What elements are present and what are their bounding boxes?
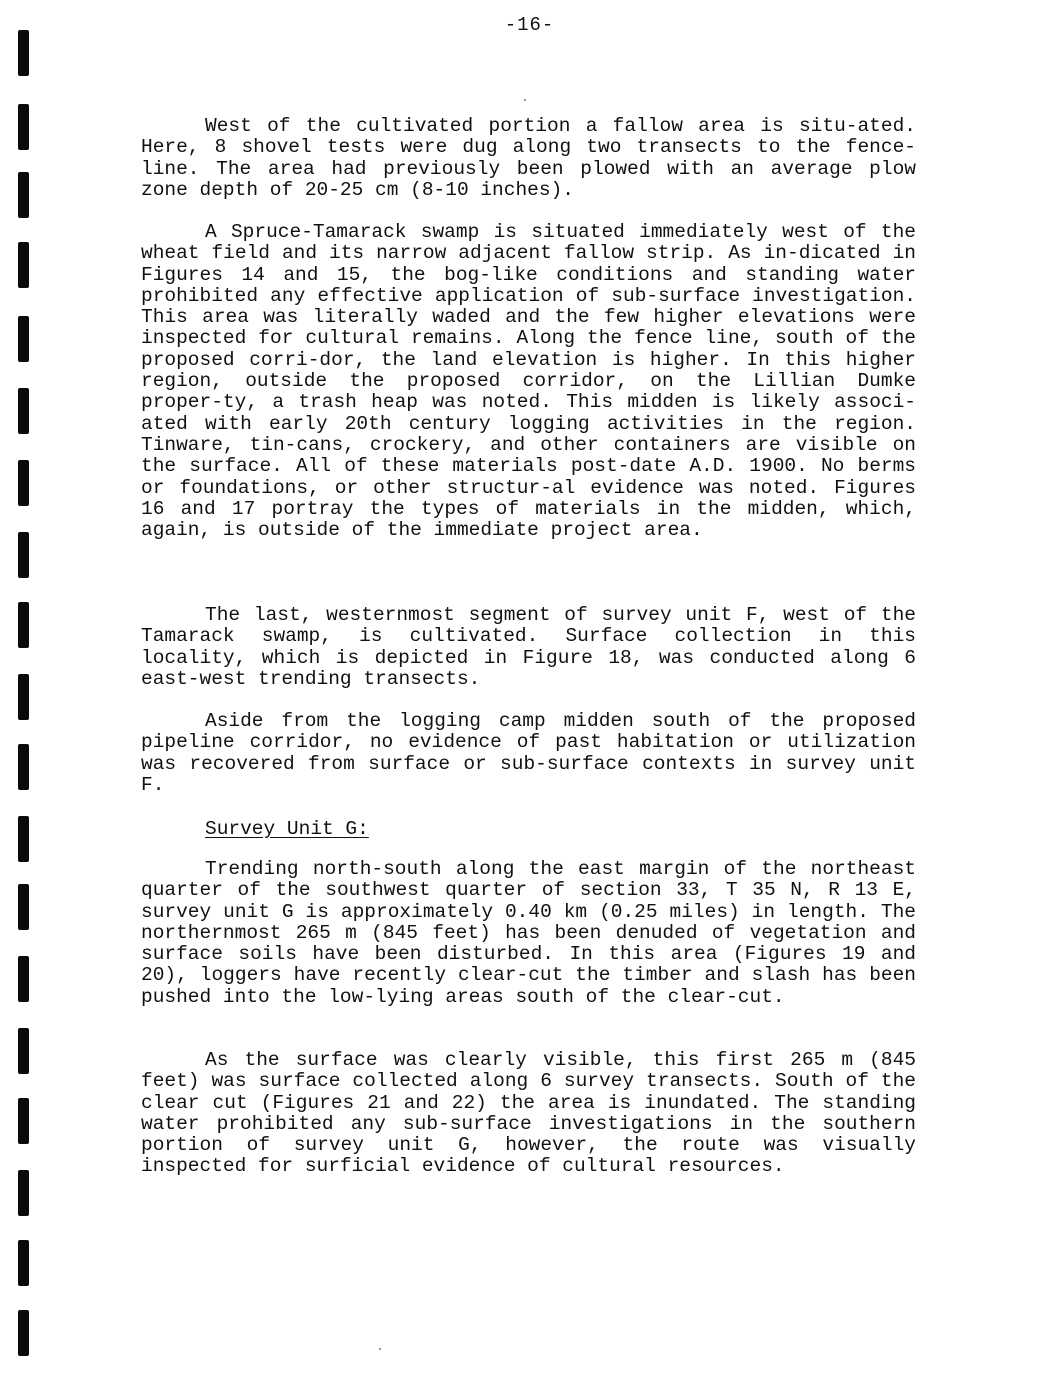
body-paragraph-block	[141, 605, 916, 690]
binding-mark	[18, 602, 29, 648]
paragraph-surface-collected: As the surface was clearly visible, this first 265 m (845 feet) was surface collected along 6 survey transects. South of the clear cut (Figures 21 and 22) the area is inundated. The standing water prohibited any sub-surface investigations in the southern portion of survey unit G, however, the route was visually inspected for surficial evidence of cultural resources.	[141, 1049, 916, 1178]
binding-mark	[18, 744, 29, 790]
binding-mark	[18, 30, 29, 76]
binding-mark	[18, 1240, 29, 1286]
binding-mark	[18, 172, 29, 218]
body-paragraph-block	[141, 859, 916, 1008]
binding-mark	[18, 1098, 29, 1144]
binding-mark	[18, 884, 29, 930]
binding-mark	[18, 316, 29, 362]
binding-mark	[18, 1170, 29, 1216]
page-number: -16-	[504, 14, 555, 36]
binding-mark	[18, 1028, 29, 1074]
body-paragraph-block	[141, 711, 916, 796]
binding-mark	[18, 532, 29, 578]
paragraph-spruce-tamarack-swamp: A Spruce-Tamarack swamp is situated immediately west of the wheat field and its narrow adjacent fallow strip. As in-dicated in Figures 14 and 15, the bog-like conditions and standing water prohibited any effective application of sub-surface investigation. This area was literally waded and the few higher elevations were inspected for cultural remains. Along the fence line, south of the proposed corri-dor, the land elevation is higher. In this higher region, outside the proposed corridor, on the Lillian Dumke proper-ty, a trash heap was noted. This midden is likely associ-ated with early 20th century logging activities in the region. Tinware, tin-cans, crockery, and other containers are visible on the surface. All of these materials post-date A.D. 1900. No berms or foundations, or other structur-al evidence was noted. Figures 16 and 17 portray the types of materials in the midden, which, again, is outside of the immediate project area.	[141, 221, 916, 542]
body-paragraph-block	[141, 1050, 916, 1178]
binding-mark	[18, 388, 29, 434]
paragraph-survey-unit-g-trending: Trending north-south along the east margin of the northeast quarter of the southwest quarter of section 33, T 35 N, R 13 E, survey unit G is approximately 0.40 km (0.25 miles) in length. The northernmost 265 m (845 feet) has been denuded of vegetation and surface soils have been disturbed. In this area (Figures 19 and 20), loggers have recently clear-cut the timber and slash has been pushed into the low-lying areas south of the clear-cut.	[141, 858, 916, 1008]
scan-speck	[524, 99, 526, 101]
binding-mark	[18, 674, 29, 720]
binding-hole-marks	[18, 0, 32, 1380]
binding-mark	[18, 816, 29, 862]
scan-speck	[379, 1348, 381, 1350]
paragraph-logging-camp-midden: Aside from the logging camp midden south of the proposed pipeline corridor, no evidence of past habitation or utilization was recovered from surface or sub-surface contexts in survey unit F.	[141, 710, 916, 796]
binding-mark	[18, 242, 29, 288]
section-heading-survey-unit-g: Survey Unit G:	[205, 818, 369, 840]
binding-mark	[18, 104, 29, 150]
binding-mark	[18, 956, 29, 1002]
binding-mark	[18, 1310, 29, 1356]
body-paragraph-block	[141, 116, 916, 201]
binding-mark	[18, 460, 29, 506]
body-paragraph-block	[141, 222, 916, 541]
paragraph-fallow-area: West of the cultivated portion a fallow area is situ-ated. Here, 8 shovel tests were dug along two transects to the fence-line. The area had previously been plowed with an average plow zone depth of 20-25 cm (8-10 inches).	[141, 115, 916, 201]
paragraph-westernmost-segment: The last, westernmost segment of survey unit F, west of the Tamarack swamp, is cultivated. Surface collection in this locality, which is depicted in Figure 18, was conducted along 6 east-west trending transects.	[141, 604, 916, 690]
